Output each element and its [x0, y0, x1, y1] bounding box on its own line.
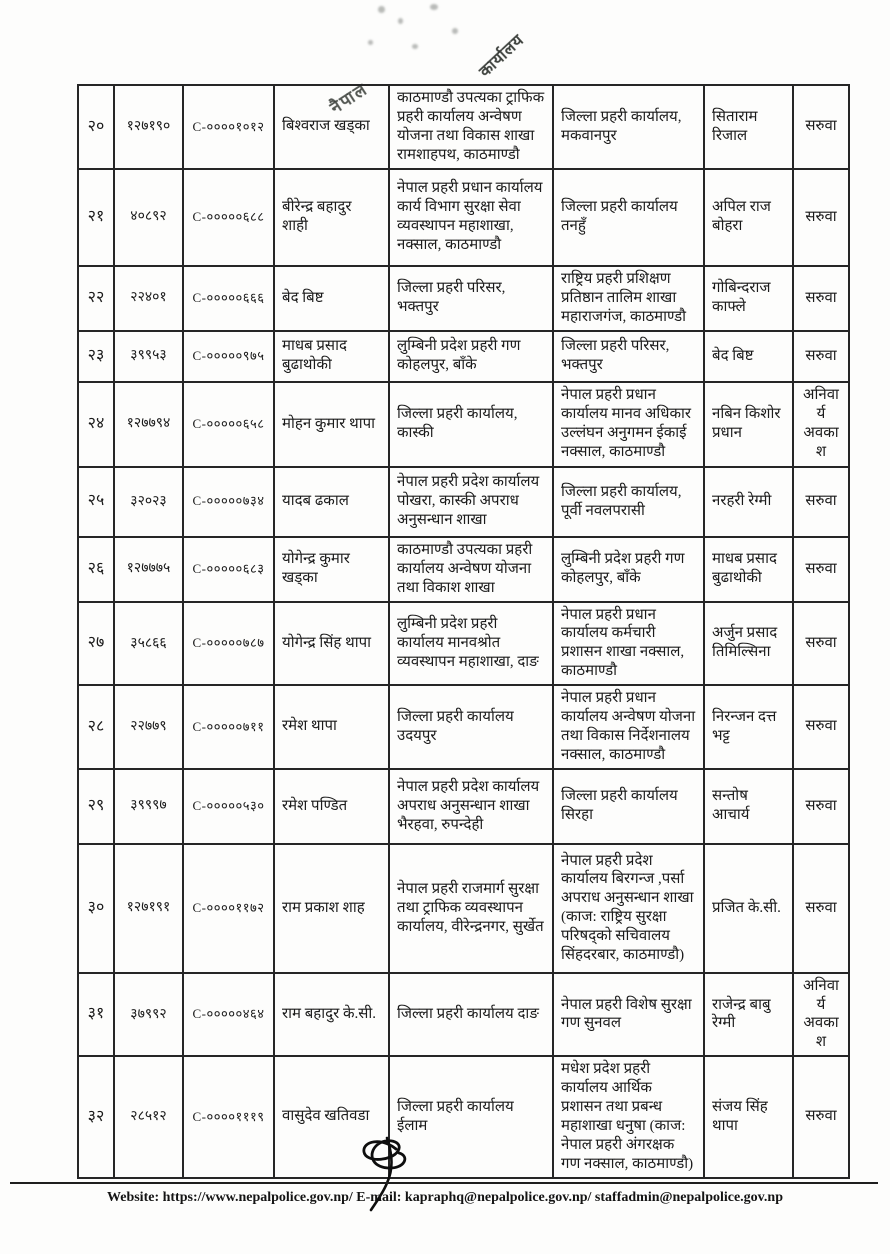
table-row	[78, 602, 849, 686]
code-number-cell: C-०००००६५८	[183, 382, 274, 467]
code-number-cell: C-०००००७८७	[183, 602, 274, 686]
to-office-cell: लुम्बिनी प्रदेश प्रहरी गण कोहलपुर, बाँके	[553, 537, 704, 602]
name-cell: बीरेन्द्र बहादुर शाही	[274, 169, 389, 266]
name-cell: रमेश थापा	[274, 685, 389, 769]
to-office-cell: नेपाल प्रहरी प्रधान कार्यालय मानव अधिकार उल्लंघन अनुगमन ईकाई नक्साल, काठमाण्डौ	[553, 382, 704, 467]
code-number-cell: C-००००११७२	[183, 844, 274, 973]
status-cell: सरुवा	[793, 844, 849, 973]
name-cell: माधब प्रसाद बुढाथोकी	[274, 331, 389, 382]
from-office-cell: जिल्ला प्रहरी कार्यालय उदयपुर	[389, 685, 553, 769]
to-office-cell: नेपाल प्रहरी प्रदेश कार्यालय बिरगन्ज ,पर्सा अपराध अनुसन्धान शाखा (काज: राष्ट्रिय सुरक्षा परिषद्को सचिवालय सिंहदरबार, काठमाण्डौ)	[553, 844, 704, 973]
replacement-name-cell: संजय सिंह थापा	[704, 1056, 793, 1177]
replacement-name-cell: नबिन किशोर प्रधान	[704, 382, 793, 467]
serial-cell: २५	[78, 467, 114, 537]
replacement-name-cell: निरन्जन दत्त भट्ट	[704, 685, 793, 769]
stamp-speck	[452, 28, 458, 34]
office-stamp-text: नैपाल	[326, 79, 372, 118]
code-number-cell: C-०००००४६४	[183, 973, 274, 1057]
name-cell: वासुदेव खतिवडा	[274, 1056, 389, 1177]
to-office-cell: जिल्ला प्रहरी कार्यालय, मकवानपुर	[553, 85, 704, 169]
table-row	[78, 266, 849, 331]
code-number-cell: C-०००००७११	[183, 685, 274, 769]
status-cell: सरुवा	[793, 169, 849, 266]
to-office-cell: जिल्ला प्रहरी कार्यालय सिरहा	[553, 769, 704, 844]
stamp-speck	[368, 40, 373, 45]
transfer-list-table	[77, 84, 850, 1179]
name-cell: योगेन्द्र कुमार खड्का	[274, 537, 389, 602]
name-cell: बिश्वराज खड्का	[274, 85, 389, 169]
badge-number-cell: १२७१९०	[114, 85, 183, 169]
badge-number-cell: २८५१२	[114, 1056, 183, 1177]
name-cell: राम प्रकाश शाह	[274, 844, 389, 973]
table-row	[78, 382, 849, 467]
to-office-cell: नेपाल प्रहरी प्रधान कार्यालय कर्मचारी प्रशासन शाखा नक्साल, काठमाण्डौ	[553, 602, 704, 686]
from-office-cell: लुम्बिनी प्रदेश प्रहरी गण कोहलपुर, बाँके	[389, 331, 553, 382]
replacement-name-cell: सन्तोष आचार्य	[704, 769, 793, 844]
replacement-name-cell: माधब प्रसाद बुढाथोकी	[704, 537, 793, 602]
replacement-name-cell: अर्जुन प्रसाद तिमिल्सिना	[704, 602, 793, 686]
table-row	[78, 844, 849, 973]
from-office-cell: नेपाल प्रहरी प्रधान कार्यालय कार्य विभाग सुरक्षा सेवा व्यवस्थापन महाशाखा, नक्साल, काठमाण्डौ	[389, 169, 553, 266]
status-cell: सरुवा	[793, 1056, 849, 1177]
code-number-cell: C-०००००६६६	[183, 266, 274, 331]
badge-number-cell: १२७१९१	[114, 844, 183, 973]
badge-number-cell: ३९९५३	[114, 331, 183, 382]
to-office-cell: जिल्ला प्रहरी कार्यालय तनहुँ	[553, 169, 704, 266]
status-cell: अनिवार्य अवकाश	[793, 973, 849, 1057]
footer-divider	[10, 1182, 878, 1184]
stamp-speck	[430, 4, 438, 10]
table-row	[78, 331, 849, 382]
stamp-speck	[398, 18, 403, 24]
status-cell: सरुवा	[793, 685, 849, 769]
status-cell: अनिवार्य अवकाश	[793, 382, 849, 467]
code-number-cell: C-००००१०१२	[183, 85, 274, 169]
code-number-cell: C-०००००५३०	[183, 769, 274, 844]
transfer-table-body	[78, 85, 849, 1178]
table-row	[78, 769, 849, 844]
serial-cell: २०	[78, 85, 114, 169]
from-office-cell: जिल्ला प्रहरी कार्यालय ईलाम	[389, 1056, 553, 1177]
name-cell: मोहन कुमार थापा	[274, 382, 389, 467]
serial-cell: २४	[78, 382, 114, 467]
from-office-cell: जिल्ला प्रहरी कार्यालय, कास्की	[389, 382, 553, 467]
replacement-name-cell: राजेन्द्र बाबु रेग्मी	[704, 973, 793, 1057]
badge-number-cell: ३२०२३	[114, 467, 183, 537]
status-cell: सरुवा	[793, 467, 849, 537]
from-office-cell: काठमाण्डौ उपत्यका ट्राफिक प्रहरी कार्यालय अन्वेषण योजना तथा विकास शाखा रामशाहपथ, काठमाण्डौ	[389, 85, 553, 169]
serial-cell: ३०	[78, 844, 114, 973]
replacement-name-cell: गोबिन्दराज काफ्ले	[704, 266, 793, 331]
office-stamp-text: कार्यालय	[476, 31, 528, 81]
code-number-cell: C-००००१११९	[183, 1056, 274, 1177]
replacement-name-cell: नरहरी रेग्मी	[704, 467, 793, 537]
serial-cell: २७	[78, 602, 114, 686]
badge-number-cell: ३७९९२	[114, 973, 183, 1057]
from-office-cell: जिल्ला प्रहरी कार्यालय दाङ	[389, 973, 553, 1057]
from-office-cell: लुम्बिनी प्रदेश प्रहरी कार्यालय मानवश्रोत व्यवस्थापन महाशाखा, दाङ	[389, 602, 553, 686]
name-cell: यादब ढकाल	[274, 467, 389, 537]
replacement-name-cell: अपिल राज बोहरा	[704, 169, 793, 266]
from-office-cell: काठमाण्डौ उपत्यका प्रहरी कार्यालय अन्वेषण योजना तथा विकाश शाखा	[389, 537, 553, 602]
footer-contact-line: Website: https://www.nepalpolice.gov.np/ E-mail: kapraphq@nepalpolice.gov.np/ staffadmin@nepalpolice.gov.np	[107, 1190, 783, 1205]
to-office-cell: जिल्ला प्रहरी परिसर, भक्तपुर	[553, 331, 704, 382]
badge-number-cell: १२७७७५	[114, 537, 183, 602]
status-cell: सरुवा	[793, 602, 849, 686]
table-row	[78, 169, 849, 266]
from-office-cell: नेपाल प्रहरी राजमार्ग सुरक्षा तथा ट्राफिक व्यवस्थापन कार्यालय, वीरेन्द्रनगर, सुर्खेत	[389, 844, 553, 973]
serial-cell: २९	[78, 769, 114, 844]
status-cell: सरुवा	[793, 266, 849, 331]
serial-cell: २३	[78, 331, 114, 382]
to-office-cell: राष्ट्रिय प्रहरी प्रशिक्षण प्रतिष्ठान तालिम शाखा महाराजगंज, काठमाण्डौ	[553, 266, 704, 331]
badge-number-cell: २२७७९	[114, 685, 183, 769]
to-office-cell: जिल्ला प्रहरी कार्यालय, पूर्वी नवलपरासी	[553, 467, 704, 537]
code-number-cell: C-०००००६८८	[183, 169, 274, 266]
status-cell: सरुवा	[793, 85, 849, 169]
replacement-name-cell: प्रजित के.सी.	[704, 844, 793, 973]
stamp-speck	[412, 44, 418, 49]
table-row	[78, 685, 849, 769]
table-row	[78, 1056, 849, 1177]
to-office-cell: नेपाल प्रहरी विशेष सुरक्षा गण सुनवल	[553, 973, 704, 1057]
code-number-cell: C-०००००७३४	[183, 467, 274, 537]
table-row	[78, 85, 849, 169]
status-cell: सरुवा	[793, 537, 849, 602]
to-office-cell: नेपाल प्रहरी प्रधान कार्यालय अन्वेषण योजना तथा विकास निर्देशनालय नक्साल, काठमाण्डौ	[553, 685, 704, 769]
from-office-cell: नेपाल प्रहरी प्रदेश कार्यालय पोखरा, कास्की अपराध अनुसन्धान शाखा	[389, 467, 553, 537]
from-office-cell: नेपाल प्रहरी प्रदेश कार्यालय अपराध अनुसन्धान शाखा भैरहवा, रुपन्देही	[389, 769, 553, 844]
from-office-cell: जिल्ला प्रहरी परिसर, भक्तपुर	[389, 266, 553, 331]
serial-cell: २१	[78, 169, 114, 266]
stamp-speck	[378, 6, 385, 13]
status-cell: सरुवा	[793, 769, 849, 844]
serial-cell: ३२	[78, 1056, 114, 1177]
serial-cell: २८	[78, 685, 114, 769]
replacement-name-cell: बेद बिष्ट	[704, 331, 793, 382]
replacement-name-cell: सिताराम रिजाल	[704, 85, 793, 169]
code-number-cell: C-०००००६८३	[183, 537, 274, 602]
name-cell: राम बहादुर के.सी.	[274, 973, 389, 1057]
badge-number-cell: १२७७९४	[114, 382, 183, 467]
table-row	[78, 537, 849, 602]
serial-cell: ३१	[78, 973, 114, 1057]
table-row	[78, 973, 849, 1057]
name-cell: रमेश पण्डित	[274, 769, 389, 844]
serial-cell: २६	[78, 537, 114, 602]
serial-cell: २२	[78, 266, 114, 331]
code-number-cell: C-०००००९७५	[183, 331, 274, 382]
name-cell: योगेन्द्र सिंह थापा	[274, 602, 389, 686]
badge-number-cell: ३५८६६	[114, 602, 183, 686]
name-cell: बेद बिष्ट	[274, 266, 389, 331]
badge-number-cell: ४०८९२	[114, 169, 183, 266]
badge-number-cell: २२४०१	[114, 266, 183, 331]
status-cell: सरुवा	[793, 331, 849, 382]
to-office-cell: मधेश प्रदेश प्रहरी कार्यालय आर्थिक प्रशासन तथा प्रबन्ध महाशाखा धनुषा (काज: नेपाल प्रहरी अंगरक्षक गण नक्साल, काठमाण्डौ)	[553, 1056, 704, 1177]
table-row	[78, 467, 849, 537]
badge-number-cell: ३९९९७	[114, 769, 183, 844]
